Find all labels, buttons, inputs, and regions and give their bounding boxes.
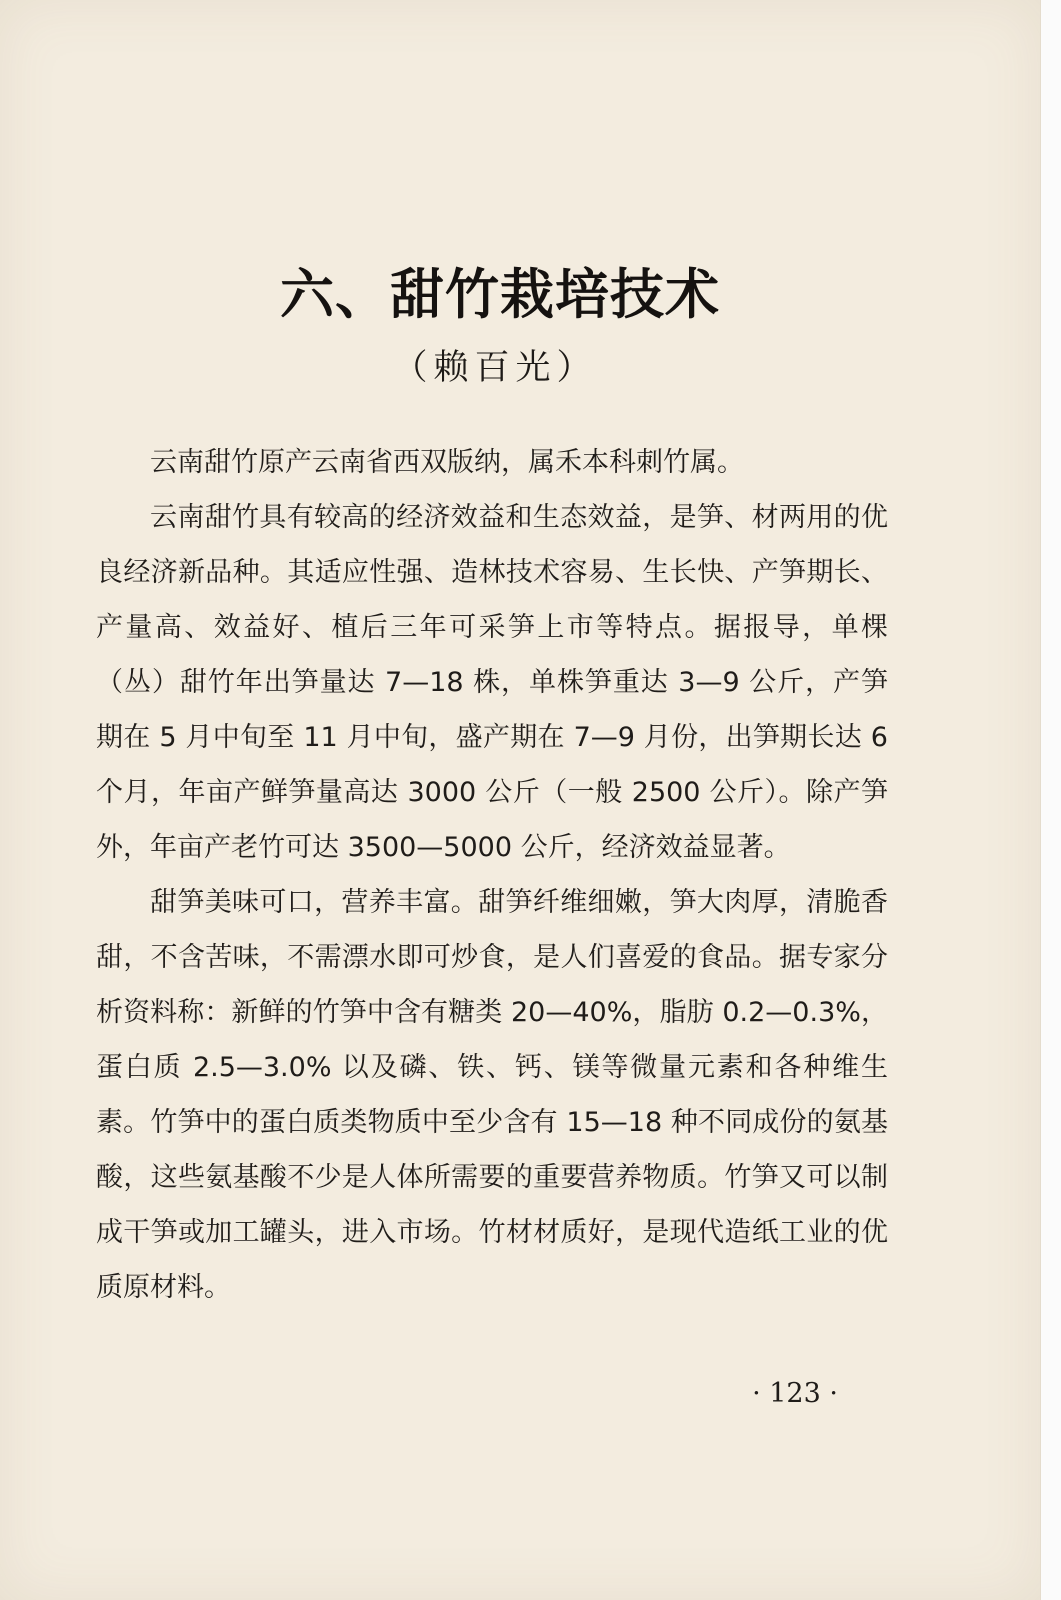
paragraph-nutrition: 甜笋美味可口，营养丰富。甜笋纤维细嫩，笋大肉厚，清脆香甜，不含苦味，不需漂水即可炒食，是人们喜爱的食品。据专家分析资料称：新鲜的竹笋中含有糖类 20—40%，脂肪 0.2—0.3%，蛋白质 2.5—3.0% 以及磷、铁、钙、镁等微量元素和各种维生素。竹笋中的蛋白质类物质中至少含有 15—18 种不同成份的氨基酸，这些氨基酸不少是人体所需要的重要营养物质。竹笋又可以制成干笋或加工罐头，进入市场。竹材材质好，是现代造纸工业的优质原材料。 bbox=[96, 887, 888, 1303]
paragraph-intro: 云南甜竹原产云南省西双版纳，属禾本科刺竹属。 bbox=[150, 447, 744, 478]
author-line: （赖百光） bbox=[392, 348, 598, 388]
body-text bbox=[96, 435, 888, 1315]
section-title: 六、甜竹栽培技术 bbox=[280, 262, 720, 327]
paragraph-economic-benefits: 云南甜竹具有较高的经济效益和生态效益，是笋、材两用的优良经济新品种。其适应性强、造林技术容易、生长快、产笋期长、产量高、效益好、植后三年可采笋上市等特点。据报导，单棵（丛）甜竹年出笋量达 7—18 株，单株笋重达 3—9 公斤，产笋期在 5 月中旬至 11 月中旬，盛产期在 7—9 月份，出笋期长达 6 个月，年亩产鲜笋量高达 3000 公斤（一般 2500 公斤）。除产笋外，年亩产老竹可达 3500—5000 公斤，经济效益显著。 bbox=[96, 502, 888, 863]
page-number: · 123 · bbox=[752, 1378, 838, 1409]
scan-margin bbox=[1040, 0, 1061, 1600]
